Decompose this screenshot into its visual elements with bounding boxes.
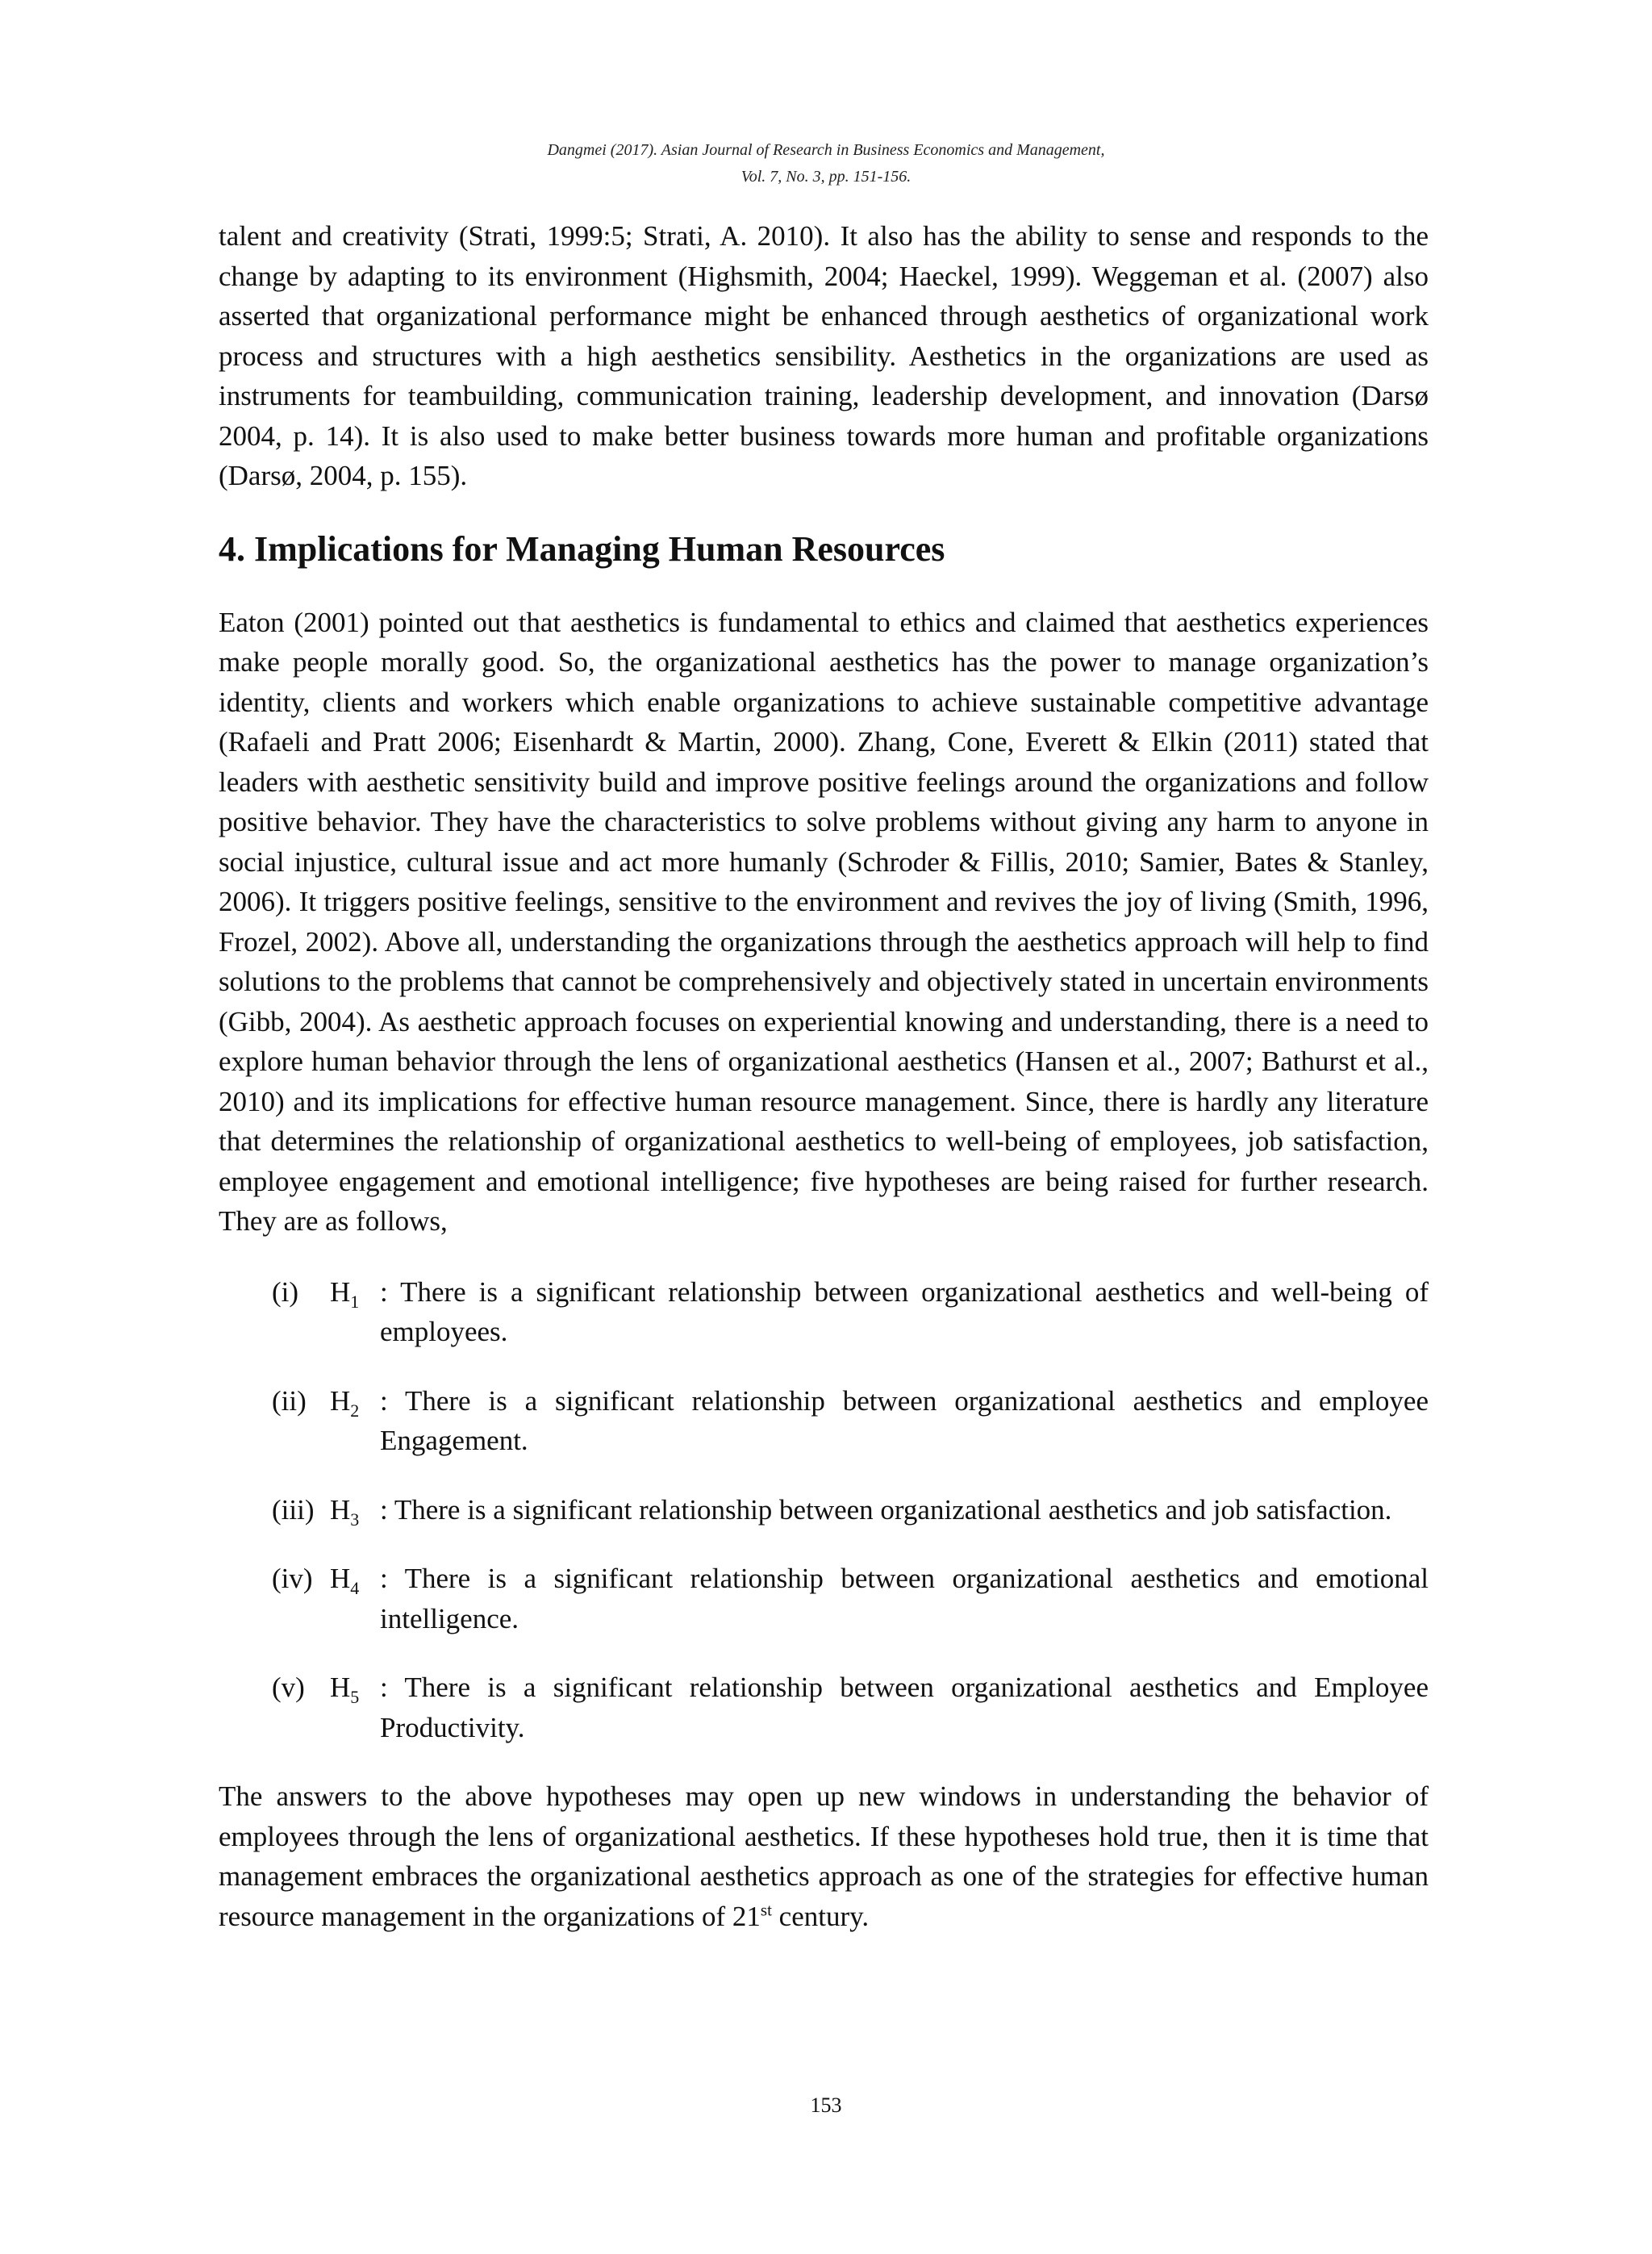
paragraph-implications: Eaton (2001) pointed out that aesthetics is fundamental to ethics and claimed that aesthetics experiences make people morally good. So, the organizational aesthetics has the power to manage organization’s identity, clients and workers which enable organizations to achieve sustainable competitive advantage (Rafaeli and Pratt 2006; Eisenhardt & Martin, 2000). Zhang, Cone, Everett & Elkin (2011) stated that leaders with aesthetic sensitivity build and improve positive feelings around the organizations and follow positive behavior. They have the characteristics to solve problems without giving any harm to anyone in social injustice, cultural issue and act more humanly (Schroder & Fillis, 2010; Samier, Bates & Stanley, 2006). It triggers positive feelings, sensitive to the environment and revives the joy of living (Smith, 1996, Frozel, 2002). Above all, understanding the organizations through the aesthetics approach will help to find solutions to the problems that cannot be comprehensively and objectively stated in uncertain environments (Gibb, 2004). As aesthetic approach focuses on experiential knowing and understanding, there is a need to explore human behavior through the lens of organizational aesthetics (Hansen et al., 2007; Bathurst et al., 2010) and its implications for effective human resource management. Since, there is hardly any literature that determines the relationship of organizational aesthetics to well-being of employees, job satisfaction, employee engagement and emotional intelligence; five hypotheses are being raised for further research. They are as follows, — [219, 606, 1429, 1237]
hypothesis-number: (iv) — [272, 1563, 313, 1594]
hypothesis-label: $H_3$ — [330, 1493, 360, 1530]
article-body — [219, 216, 1429, 1936]
hypothesis-text: : There is a significant relationship between organizational aesthetics and employee Engagement. — [380, 1384, 1429, 1456]
running-header-volume: Vol. 7, No. 3, pp. 151-156. — [740, 168, 912, 186]
section-heading: 4. Implications for Managing Human Resources — [219, 528, 945, 569]
hypothesis-text: : There is a significant relationship between organizational aesthetics and well-being of employees. — [380, 1275, 1429, 1347]
hypothesis-item — [219, 1381, 1429, 1461]
hypothesis-number: (v) — [272, 1672, 305, 1703]
hypothesis-item — [219, 1272, 1429, 1352]
paragraph-continued: talent and creativity (Strati, 1999:5; Strati, A. 2010). It also has the ability to sense and responds to the change by adapting to its environment (Highsmith, 2004; Haeckel, 1999). Weggeman et al. (2007) also asserted that organizational performance might be enhanced through aesthetics of organizational work process and structures with a high aesthetics sensibility. Aesthetics in the organizations are used as instruments for teambuilding, communication training, leadership development, and innovation (Darsø 2004, p. 14). It is also used to make better business towards more human and profitable organizations (Darsø, 2004, p. 155). — [219, 220, 1429, 491]
paragraph-conclusion: The answers to the above hypotheses may open up new windows in understanding the behavior of employees through the lens of organizational aesthetics. If these hypotheses hold true, then it is time that management embraces the organizational aesthetics approach as one of the strategies for effective human resource management in the organizations of 21st century. — [219, 1780, 1429, 1932]
page-number: 153 — [810, 2093, 842, 2117]
hypothesis-text: : There is a significant relationship between organizational aesthetics and emotional intelligence. — [380, 1563, 1429, 1634]
hypothesis-label: $H_2$ — [330, 1384, 360, 1421]
hypotheses-list — [219, 1272, 1429, 1748]
hypothesis-number: (ii) — [272, 1384, 307, 1417]
hypothesis-label: $H_1$ — [330, 1275, 360, 1312]
running-header — [0, 137, 1652, 190]
ordinal-superscript: st — [760, 1899, 772, 1919]
hypothesis-item — [219, 1490, 1429, 1530]
hypothesis-number: (iii) — [272, 1493, 315, 1526]
hypothesis-text: : There is a significant relationship between organizational aesthetics and job satisfaction. — [380, 1493, 1392, 1526]
running-header-citation: Dangmei (2017). Asian Journal of Research in Business Economics and Management, — [547, 141, 1105, 159]
hypothesis-text: : There is a significant relationship between organizational aesthetics and Employee Productivity. — [380, 1672, 1429, 1743]
hypothesis-label: $H_5$ — [330, 1672, 360, 1707]
hypothesis-label: $H_4$ — [330, 1563, 360, 1598]
hypothesis-number: (i) — [272, 1275, 299, 1308]
hypothesis-item — [219, 1668, 1429, 1747]
hypothesis-item — [219, 1559, 1429, 1638]
